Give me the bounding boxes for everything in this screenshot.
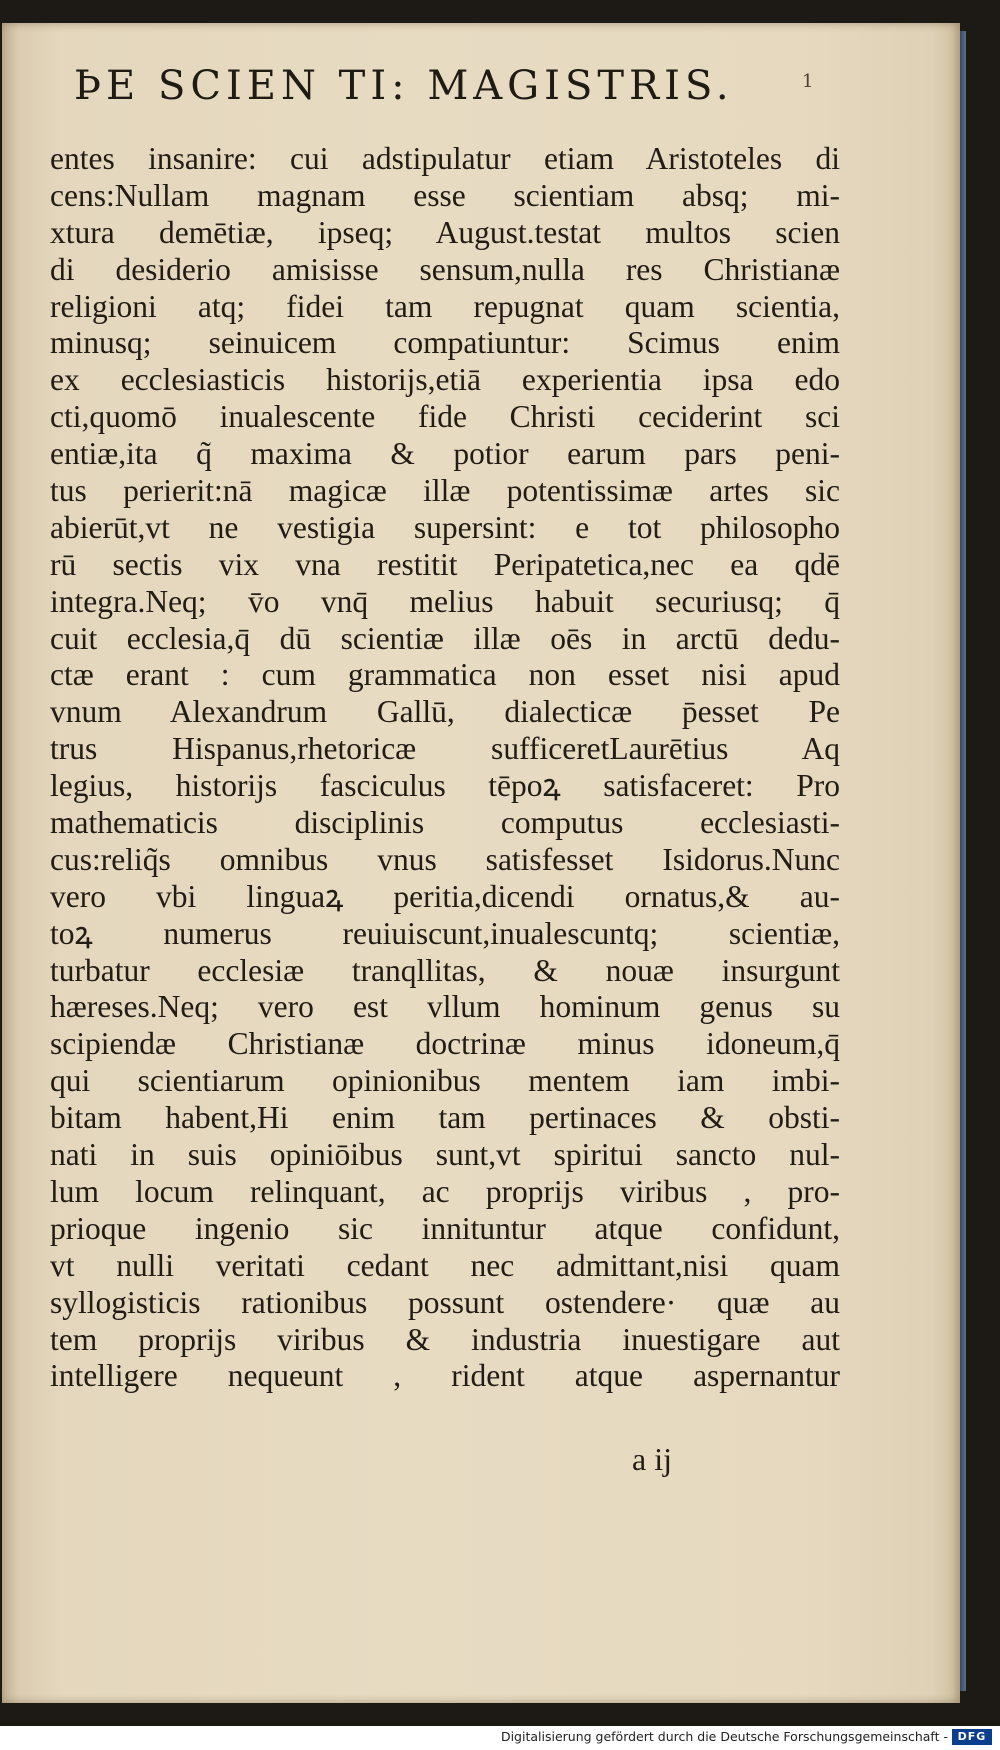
dfg-logo: DFG bbox=[952, 1729, 992, 1745]
text-line: cti,quomō inualescente fide Christi ceciderint sci bbox=[50, 399, 840, 435]
text-line: tus perierit:nā magicæ illæ potentissimæ artes sic bbox=[50, 473, 840, 509]
text-line: entiæ,ita q̃ maxima & potior earum pars peni- bbox=[50, 436, 840, 472]
text-line: mathematicis disciplinis computus ecclesiasti- bbox=[50, 805, 840, 841]
text-line: religioni atq; fidei tam repugnat quam scientia, bbox=[50, 288, 840, 324]
text-line: toꝝ numerus reuiuiscunt,inualescuntq; scientiæ, bbox=[50, 915, 840, 951]
text-line: rū sectis vix vna restitit Peripatetica,nec ea qdē bbox=[50, 546, 840, 582]
text-line: vero vbi linguaꝝ peritia,dicendi ornatus,& au- bbox=[50, 878, 840, 914]
text-line: scipiendæ Christianæ doctrinæ minus idoneum,q̄ bbox=[50, 1026, 840, 1062]
page-edge bbox=[960, 31, 966, 1691]
text-line: cus:reliq̃s omnibus vnus satisfesset Isidorus.Nunc bbox=[50, 841, 840, 877]
text-line: turbatur ecclesiæ tranqllitas, & nouæ insurgunt bbox=[50, 952, 840, 988]
text-line: bitam habent,Hi enim tam pertinaces & obsti- bbox=[50, 1100, 840, 1136]
text-line: qui scientiarum opinionibus mentem iam imbi- bbox=[50, 1063, 840, 1099]
text-line: vt nulli veritati cedant nec admittant,nisi quam bbox=[50, 1247, 840, 1283]
text-line: integra.Neq; v̄o vnq̄ melius habuit securiusq; q̄ bbox=[50, 583, 840, 619]
body-text bbox=[50, 141, 840, 1395]
footer-bar bbox=[0, 1726, 1000, 1750]
book-page bbox=[2, 23, 960, 1703]
folio-mark: 1 bbox=[802, 71, 814, 92]
text-line: lum locum relinquant, ac proprijs viribus , pro- bbox=[50, 1173, 840, 1209]
signature-mark: a ij bbox=[632, 1441, 672, 1477]
text-line: minusq; seinuicem compatiuntur: Scimus enim bbox=[50, 325, 840, 361]
text-line: cuit ecclesia,q̄ dū scientiæ illæ oēs in arctū dedu- bbox=[50, 620, 840, 656]
text-line: legius, historijs fasciculus tēpoꝝ satisfaceret: Pro bbox=[50, 768, 840, 804]
text-line: abierūt,vt ne vestigia supersint: e tot philosopho bbox=[50, 509, 840, 545]
text-line: syllogisticis rationibus possunt ostendere· quæ au bbox=[50, 1284, 840, 1320]
text-line: hæreses.Neq; vero est vllum hominum genus su bbox=[50, 989, 840, 1025]
text-line: ctæ erant : cum grammatica non esset nisi apud bbox=[50, 657, 840, 693]
text-line: ex ecclesiasticis historijs,etiā experientia ipsa edo bbox=[50, 362, 840, 398]
text-line: entes insanire: cui adstipulatur etiam Aristoteles di bbox=[50, 141, 840, 176]
text-line: vnum Alexandrum Gallū, dialecticæ p̄esset Pe bbox=[50, 694, 840, 730]
text-line: cens:Nullam magnam esse scientiam absq; mi- bbox=[50, 177, 840, 213]
text-line: prioque ingenio sic innituntur atque confidunt, bbox=[50, 1210, 840, 1246]
footer-credit: Digitalisierung gefördert durch die Deutsche Forschungsgemeinschaft - bbox=[500, 1729, 948, 1744]
text-line: xtura demētiæ, ipseq; August.testat multos scien bbox=[50, 214, 840, 250]
running-head: ÞE SCIEN TI: MAGISTRIS. bbox=[74, 63, 734, 109]
text-line: intelligere nequeunt , rident atque aspernantur bbox=[50, 1358, 840, 1394]
text-line: di desiderio amisisse sensum,nulla res Christianæ bbox=[50, 251, 840, 287]
text-line: tem proprijs viribus & industria inuestigare aut bbox=[50, 1321, 840, 1357]
text-line: trus Hispanus,rhetoricæ sufficeretLaurētius Aq bbox=[50, 731, 840, 767]
text-line: nati in suis opiniōibus sunt,vt spiritui sancto nul- bbox=[50, 1137, 840, 1173]
